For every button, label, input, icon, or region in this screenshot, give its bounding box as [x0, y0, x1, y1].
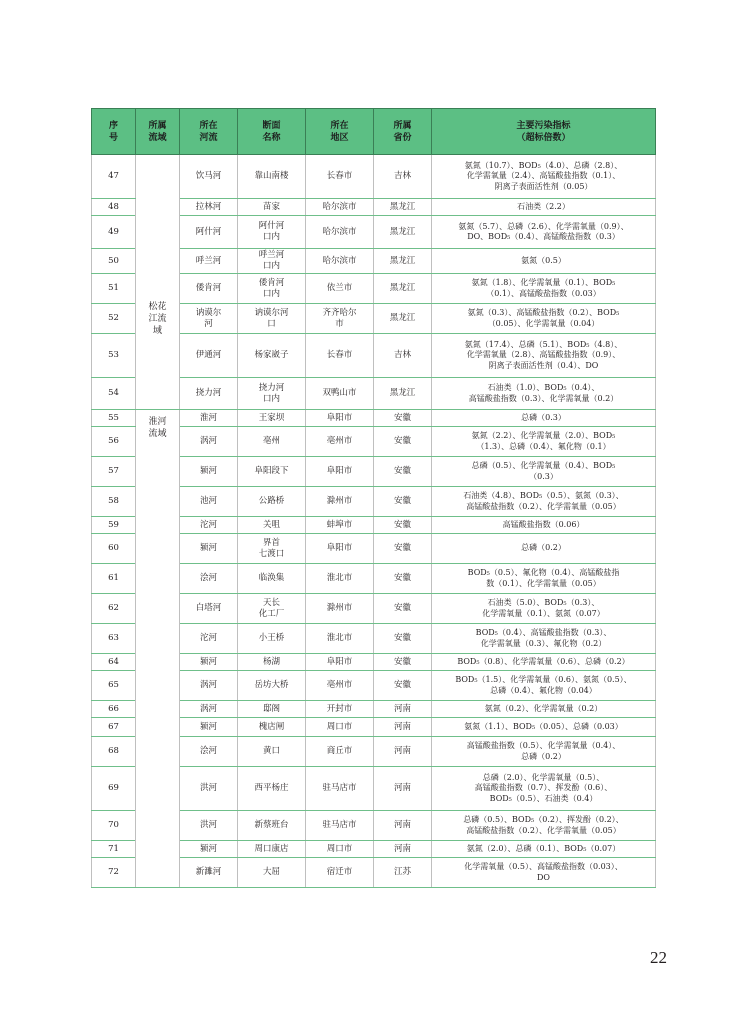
row-number: 60 — [92, 534, 136, 564]
section-cell: 讷谟尔河 口 — [238, 304, 306, 334]
indicators-cell: 总磷（0.3） — [432, 410, 656, 427]
region-cell: 依兰市 — [306, 274, 374, 304]
indicators-cell: 总磷（0.5）、BOD₅（0.2）、挥发酚（0.2）、 高锰酸盐指数（0.2）、化学需氧量（0.05） — [432, 811, 656, 841]
province-cell: 安徽 — [374, 624, 432, 654]
indicators-cell: BOD₅（0.8）、化学需氧量（0.6）、总磷（0.2） — [432, 654, 656, 671]
province-cell: 安徽 — [374, 671, 432, 701]
section-cell: 关咀 — [238, 517, 306, 534]
region-cell: 周口市 — [306, 841, 374, 858]
river-cell: 洪河 — [180, 811, 238, 841]
row-number: 57 — [92, 457, 136, 487]
indicators-cell: 氨氮（0.3）、高锰酸盐指数（0.2）、BOD₅ （0.05）、化学需氧量（0.04） — [432, 304, 656, 334]
province-cell: 安徽 — [374, 487, 432, 517]
river-cell: 挠力河 — [180, 378, 238, 410]
region-cell: 亳州市 — [306, 427, 374, 457]
row-number: 72 — [92, 858, 136, 888]
river-cell: 涡河 — [180, 701, 238, 718]
row-number: 62 — [92, 594, 136, 624]
row-number: 50 — [92, 249, 136, 274]
row-number: 52 — [92, 304, 136, 334]
indicators-cell: 氨氮（2.0）、总磷（0.1）、BOD₅（0.07） — [432, 841, 656, 858]
indicators-cell: 石油类（4.8）、BOD₅（0.5）、氨氮（0.3）、 高锰酸盐指数（0.2）、化学需氧量（0.05） — [432, 487, 656, 517]
region-cell: 齐齐哈尔 市 — [306, 304, 374, 334]
region-cell: 长春市 — [306, 334, 374, 378]
row-number: 70 — [92, 811, 136, 841]
river-cell: 沱河 — [180, 517, 238, 534]
province-cell: 河南 — [374, 737, 432, 767]
river-cell: 颍河 — [180, 718, 238, 737]
row-number: 63 — [92, 624, 136, 654]
province-cell: 江苏 — [374, 858, 432, 888]
region-cell: 阜阳市 — [306, 534, 374, 564]
river-cell: 涡河 — [180, 671, 238, 701]
row-number: 66 — [92, 701, 136, 718]
river-cell: 拉林河 — [180, 199, 238, 216]
region-cell: 亳州市 — [306, 671, 374, 701]
province-cell: 河南 — [374, 767, 432, 811]
indicators-cell: 石油类（1.0）、BOD₅（0.4）、 高锰酸盐指数（0.3）、化学需氧量（0.2） — [432, 378, 656, 410]
region-cell: 商丘市 — [306, 737, 374, 767]
river-cell: 池河 — [180, 487, 238, 517]
indicators-cell: 氨氮（0.5） — [432, 249, 656, 274]
indicators-cell: 氨氮（17.4）、总磷（5.1）、BOD₅（4.8）、 化学需氧量（2.8）、高锰酸盐指数（0.9）、 阴离子表面活性剂（0.4）、DO — [432, 334, 656, 378]
province-cell: 黑龙江 — [374, 378, 432, 410]
indicators-cell: 总磷（2.0）、化学需氧量（0.5）、 高锰酸盐指数（0.7）、挥发酚（0.6）、 BOD₅（0.5）、石油类（0.4） — [432, 767, 656, 811]
header-basin: 所属 流域 — [136, 109, 180, 155]
section-cell: 杨家崴子 — [238, 334, 306, 378]
region-cell: 驻马店市 — [306, 767, 374, 811]
section-cell: 界首 七渡口 — [238, 534, 306, 564]
indicators-cell: 总磷（0.5）、化学需氧量（0.4）、BOD₅ （0.3） — [432, 457, 656, 487]
region-cell: 蚌埠市 — [306, 517, 374, 534]
section-cell: 天长 化工厂 — [238, 594, 306, 624]
region-cell: 双鸭山市 — [306, 378, 374, 410]
row-number: 65 — [92, 671, 136, 701]
row-number: 48 — [92, 199, 136, 216]
table-header-row — [92, 109, 656, 155]
province-cell: 安徽 — [374, 594, 432, 624]
section-cell: 呼兰河 口内 — [238, 249, 306, 274]
indicators-cell: 氨氮（5.7）、总磷（2.6）、化学需氧量（0.9）、 DO、BOD₅（0.4）、高锰酸盐指数（0.3） — [432, 216, 656, 249]
region-cell: 哈尔滨市 — [306, 199, 374, 216]
region-cell: 滁州市 — [306, 487, 374, 517]
section-cell: 王家坝 — [238, 410, 306, 427]
province-cell: 安徽 — [374, 564, 432, 594]
section-cell: 周口康店 — [238, 841, 306, 858]
region-cell: 滁州市 — [306, 594, 374, 624]
row-number: 54 — [92, 378, 136, 410]
section-cell: 阜阳段下 — [238, 457, 306, 487]
pollution-table — [91, 108, 656, 888]
river-cell: 饮马河 — [180, 155, 238, 199]
table-row — [92, 410, 656, 427]
section-cell: 公路桥 — [238, 487, 306, 517]
table-row — [92, 155, 656, 199]
province-cell: 吉林 — [374, 155, 432, 199]
indicators-cell: 氨氮（1.1）、BOD₅（0.05）、总磷（0.03） — [432, 718, 656, 737]
row-number: 67 — [92, 718, 136, 737]
region-cell: 阜阳市 — [306, 457, 374, 487]
indicators-cell: 氨氮（2.2）、化学需氧量（2.0）、BOD₅ （1.3）、总磷（0.4）、氟化物（0.1） — [432, 427, 656, 457]
indicators-cell: 高锰酸盐指数（0.06） — [432, 517, 656, 534]
header-region: 所在 地区 — [306, 109, 374, 155]
row-number: 47 — [92, 155, 136, 199]
river-cell: 伊通河 — [180, 334, 238, 378]
river-cell: 讷谟尔 河 — [180, 304, 238, 334]
province-cell: 安徽 — [374, 654, 432, 671]
province-cell: 黑龙江 — [374, 199, 432, 216]
province-cell: 吉林 — [374, 334, 432, 378]
section-cell: 挠力河 口内 — [238, 378, 306, 410]
table-body — [92, 155, 656, 888]
river-cell: 淮河 — [180, 410, 238, 427]
region-cell: 淮北市 — [306, 564, 374, 594]
region-cell: 长春市 — [306, 155, 374, 199]
river-cell: 新濉河 — [180, 858, 238, 888]
indicators-cell: BOD₅（0.5）、氟化物（0.4）、高锰酸盐指 数（0.1）、化学需氧量（0.05） — [432, 564, 656, 594]
indicators-cell: 石油类（2.2） — [432, 199, 656, 216]
section-cell: 亳州 — [238, 427, 306, 457]
region-cell: 哈尔滨市 — [306, 216, 374, 249]
header-river: 所在 河流 — [180, 109, 238, 155]
province-cell: 河南 — [374, 841, 432, 858]
section-cell: 苗家 — [238, 199, 306, 216]
section-cell: 槐店闸 — [238, 718, 306, 737]
row-number: 55 — [92, 410, 136, 427]
row-number: 64 — [92, 654, 136, 671]
row-number: 56 — [92, 427, 136, 457]
region-cell: 宿迁市 — [306, 858, 374, 888]
province-cell: 黑龙江 — [374, 216, 432, 249]
river-cell: 颍河 — [180, 654, 238, 671]
row-number: 51 — [92, 274, 136, 304]
indicators-cell: BOD₅（1.5）、化学需氧量（0.6）、氨氮（0.5）、 总磷（0.4）、氟化物（0.04） — [432, 671, 656, 701]
region-cell: 淮北市 — [306, 624, 374, 654]
section-cell: 小王桥 — [238, 624, 306, 654]
indicators-cell: 总磷（0.2） — [432, 534, 656, 564]
province-cell: 安徽 — [374, 410, 432, 427]
section-cell: 杨湖 — [238, 654, 306, 671]
section-cell: 邸阁 — [238, 701, 306, 718]
province-cell: 河南 — [374, 701, 432, 718]
province-cell: 安徽 — [374, 457, 432, 487]
indicators-cell: BOD₅（0.4）、高锰酸盐指数（0.3）、 化学需氧量（0.3）、氟化物（0.2） — [432, 624, 656, 654]
river-cell: 白塔河 — [180, 594, 238, 624]
region-cell: 哈尔滨市 — [306, 249, 374, 274]
row-number: 58 — [92, 487, 136, 517]
row-number: 69 — [92, 767, 136, 811]
row-number: 68 — [92, 737, 136, 767]
river-cell: 颍河 — [180, 841, 238, 858]
indicators-cell: 氨氮（0.2）、化学需氧量（0.2） — [432, 701, 656, 718]
basin-cell: 松花 江流 域 — [136, 155, 180, 410]
river-cell: 涡河 — [180, 427, 238, 457]
section-cell: 靠山南楼 — [238, 155, 306, 199]
province-cell: 黑龙江 — [374, 249, 432, 274]
section-cell: 黄口 — [238, 737, 306, 767]
region-cell: 开封市 — [306, 701, 374, 718]
river-cell: 呼兰河 — [180, 249, 238, 274]
river-cell: 倭肯河 — [180, 274, 238, 304]
indicators-cell: 氨氮（1.8）、化学需氧量（0.1）、BOD₅ （0.1）、高锰酸盐指数（0.03） — [432, 274, 656, 304]
section-cell: 倭肯河 口内 — [238, 274, 306, 304]
section-cell: 新蔡班台 — [238, 811, 306, 841]
river-cell: 浍河 — [180, 737, 238, 767]
page-number: 22 — [650, 948, 667, 967]
province-cell: 安徽 — [374, 517, 432, 534]
region-cell: 阜阳市 — [306, 410, 374, 427]
section-cell: 阿什河 口内 — [238, 216, 306, 249]
section-cell: 临涣集 — [238, 564, 306, 594]
row-number: 71 — [92, 841, 136, 858]
section-cell: 大屈 — [238, 858, 306, 888]
river-cell: 洪河 — [180, 767, 238, 811]
row-number: 49 — [92, 216, 136, 249]
province-cell: 安徽 — [374, 534, 432, 564]
region-cell: 驻马店市 — [306, 811, 374, 841]
indicators-cell: 高锰酸盐指数（0.5）、化学需氧量（0.4）、 总磷（0.2） — [432, 737, 656, 767]
region-cell: 阜阳市 — [306, 654, 374, 671]
region-cell: 周口市 — [306, 718, 374, 737]
province-cell: 河南 — [374, 718, 432, 737]
header-indicators: 主要污染指标 （超标倍数） — [432, 109, 656, 155]
province-cell: 安徽 — [374, 427, 432, 457]
section-cell: 岳坊大桥 — [238, 671, 306, 701]
header-no: 序 号 — [92, 109, 136, 155]
row-number: 61 — [92, 564, 136, 594]
river-cell: 浍河 — [180, 564, 238, 594]
river-cell: 颍河 — [180, 457, 238, 487]
indicators-cell: 化学需氧量（0.5）、高锰酸盐指数（0.03）、 DO — [432, 858, 656, 888]
river-cell: 阿什河 — [180, 216, 238, 249]
river-cell: 沱河 — [180, 624, 238, 654]
basin-cell: 淮河 流域 — [136, 410, 180, 888]
header-province: 所属 省份 — [374, 109, 432, 155]
header-section: 断面 名称 — [238, 109, 306, 155]
province-cell: 河南 — [374, 811, 432, 841]
row-number: 59 — [92, 517, 136, 534]
indicators-cell: 氨氮（10.7）、BOD₅（4.0）、总磷（2.8）、 化学需氧量（2.4）、高锰酸盐指数（0.1）、 阴离子表面活性剂（0.05） — [432, 155, 656, 199]
row-number: 53 — [92, 334, 136, 378]
province-cell: 黑龙江 — [374, 274, 432, 304]
indicators-cell: 石油类（5.0）、BOD₅（0.3）、 化学需氧量（0.1）、氨氮（0.07） — [432, 594, 656, 624]
river-cell: 颍河 — [180, 534, 238, 564]
section-cell: 西平杨庄 — [238, 767, 306, 811]
province-cell: 黑龙江 — [374, 304, 432, 334]
